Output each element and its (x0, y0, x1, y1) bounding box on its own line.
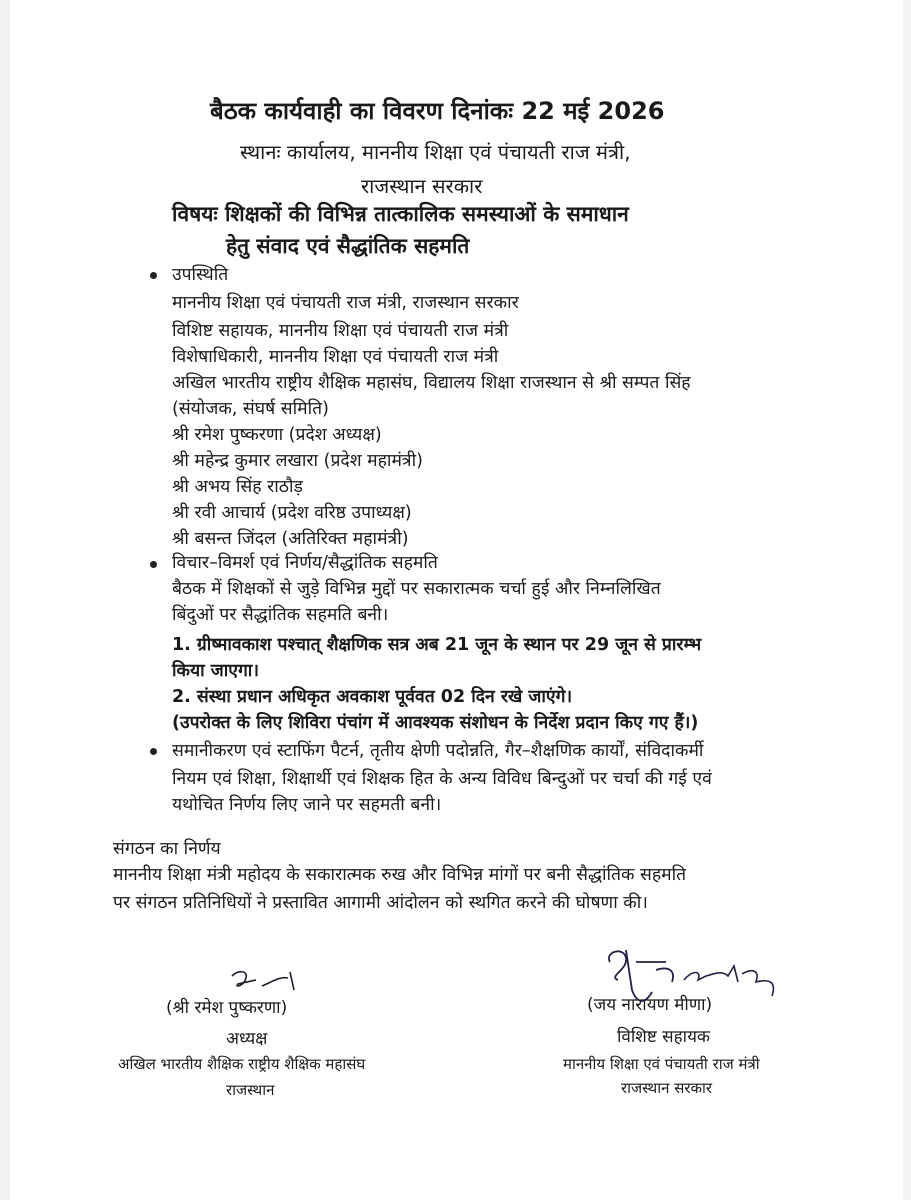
decision-note: (उपरोक्त के लिए शिविरा पंचांग में आवश्यक संशोधन के निर्देश प्रदान किए गए हैं।) (172, 713, 699, 733)
attendee-line: श्री महेन्द्र कुमार लखारा (प्रदेश महामंत्री) (172, 451, 423, 471)
attendee-line: श्री रमेश पुष्करणा (प्रदेश अध्यक्ष) (172, 425, 382, 445)
discussion-intro-line-2: बिंदुओं पर सैद्धांतिक सहमति बनी। (172, 605, 389, 625)
org-decision-line-2: पर संगठन प्रतिनिधियों ने प्रस्तावित आगामी आंदोलन को स्थगित करने की घोषणा की। (113, 893, 648, 913)
other-line-1: समानीकरण एवं स्टाफिंग पैटर्न, तृतीय क्षेणी पदोन्नति, गैर–शैक्षणिक कार्यों, संविदाकर्मी (172, 741, 704, 761)
attendee-line: विशिष्ट सहायक, माननीय शिक्षा एवं पंचायती राज मंत्री (172, 321, 509, 341)
decision-point-1-line-2: किया जाएगा। (172, 661, 259, 681)
attendee-line: विशेषाधिकारी, माननीय शिक्षा एवं पंचायती राज मंत्री (172, 347, 499, 367)
attendee-line: श्री बसन्त जिंदल (अतिरिक्त महामंत्री) (172, 529, 409, 549)
signature-left (228, 966, 318, 994)
left-signatory-role: अध्यक्ष (226, 1029, 268, 1049)
attendee-line: श्री रवी आचार्य (प्रदेश वरिष्ठ उपाध्यक्ष) (172, 503, 412, 523)
subject-line-1: विषयः शिक्षकों की विभिन्न तात्कालिक समस्याओं के समाधान (172, 202, 629, 226)
subject-line-2: हेतु संवाद एवं सैद्धांतिक सहमति (226, 234, 470, 258)
attendance-heading: उपस्थिति (172, 265, 229, 285)
org-decision-heading: संगठन का निर्णय (113, 839, 221, 859)
signature-right (596, 940, 786, 1020)
right-signatory-role: विशिष्ट सहायक (617, 1027, 710, 1047)
org-decision-line-1: माननीय शिक्षा मंत्री महोदय के सकारात्मक रुख और विभिन्न मांगों पर बनी सैद्धांतिक सहमति (113, 865, 687, 885)
right-signatory-org: माननीय शिक्षा एवं पंचायती राज मंत्री (563, 1055, 760, 1073)
other-line-2: नियम एवं शिक्षा, शिक्षार्थी एवं शिक्षक हित के अन्य विविध बिन्दुओं पर चर्चा की गई एवं (172, 769, 712, 789)
left-signatory-org: अखिल भारतीय शैक्षिक राष्ट्रीय शैक्षिक महासंघ (118, 1055, 366, 1073)
bullet-other (150, 748, 157, 755)
right-signatory-place: राजस्थान सरकार (621, 1079, 713, 1097)
attendee-line: (संयोजक, संघर्ष समिति) (172, 399, 329, 419)
attendee-line: श्री अभय सिंह राठौड़ (172, 477, 303, 497)
bullet-attendance (150, 272, 157, 279)
other-line-3: यथोचित निर्णय लिए जाने पर सहमती बनी। (172, 795, 442, 815)
place-line-2: राजस्थान सरकार (361, 174, 483, 198)
attendee-line: अखिल भारतीय राष्ट्रीय शैक्षिक महासंघ, विद्यालय शिक्षा राजस्थान से श्री सम्पत सिंह (172, 373, 691, 393)
right-signatory-name: (जय नारायण मीणा) (587, 995, 713, 1015)
discussion-heading: विचार–विमर्श एवं निर्णय/सैद्धांतिक सहमति (172, 553, 438, 573)
bullet-discussion (150, 561, 157, 568)
document-title: बैठक कार्यवाही का विवरण दिनांकः 22 मई 2026 (210, 97, 665, 125)
place-line-1: स्थानः कार्यालय, माननीय शिक्षा एवं पंचायती राज मंत्री, (240, 140, 631, 164)
left-signatory-place: राजस्थान (226, 1081, 275, 1099)
decision-point-1-line-1: 1. ग्रीष्मावकाश पश्चात् शैक्षणिक सत्र अब 21 जून के स्थान पर 29 जून से प्रारम्भ (172, 635, 702, 655)
left-signatory-name: (श्री रमेश पुष्करणा) (166, 998, 288, 1018)
attendee-line: माननीय शिक्षा एवं पंचायती राज मंत्री, राजस्थान सरकार (172, 293, 519, 313)
decision-point-2: 2. संस्था प्रधान अधिकृत अवकाश पूर्ववत 02 दिन रखे जाएंगे। (172, 687, 573, 707)
discussion-intro-line-1: बैठक में शिक्षकों से जुड़े विभिन्न मुद्दों पर सकारात्मक चर्चा हुई और निम्नलिखित (172, 579, 661, 599)
